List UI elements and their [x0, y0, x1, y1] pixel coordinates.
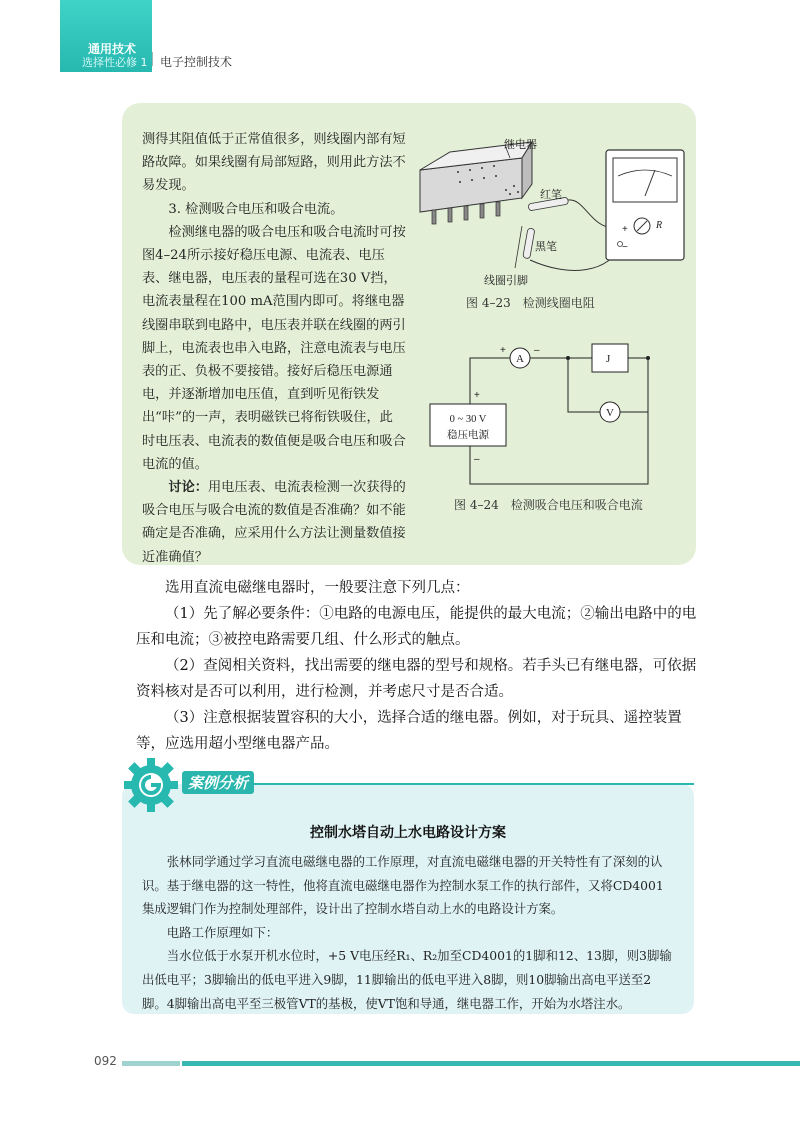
footer-bar-light — [122, 1061, 180, 1066]
figure-4-24-caption: 图 4–24 检测吸合电压和吸合电流 — [454, 498, 643, 512]
case-paragraph: 当水位低于水泵开机水位时，+5 V电压经R₁、R₂加至CD4001的1脚和12、13脚，则3脚输出低电平；3脚输出的低电平进入9脚，11脚输出的低电平进入8脚，则10脚输出高电平送至2脚。4脚输出高电平至三极管VT的基极，使VT饱和导通，继电器工作，开始为水塔注水。 — [142, 948, 672, 1011]
gear-icon — [122, 756, 180, 814]
ammeter-minus: – — [534, 345, 540, 356]
body-item: （1）先了解必要条件：①电路的电源电压，能提供的最大电流；②输出电路中的电压和电流；③被控电路需要几组、什么形式的触点。 — [136, 606, 697, 648]
supply-name: 稳压电源 — [447, 429, 489, 441]
ammeter-label: A — [516, 353, 524, 365]
activity-text — [142, 128, 406, 569]
meter-minus: − — [622, 242, 628, 253]
coil-pin-leader — [515, 226, 522, 268]
case-analysis-label: 案例分析 — [182, 771, 254, 794]
relay-label: J — [606, 353, 611, 365]
case-header-line — [250, 783, 694, 785]
chapter-title: 电子控制技术 — [160, 55, 233, 69]
red-probe — [528, 197, 615, 228]
series-subtitle: 选择性必修 1 — [82, 56, 148, 69]
label-coil-pins: 线圈引脚 — [484, 275, 528, 287]
label-red-probe: 红笔 — [540, 189, 562, 201]
figure-4-23 — [410, 128, 690, 288]
page-number: 092 — [94, 1054, 117, 1068]
panel-heading: 3. 检测吸合电压和吸合电流。 — [168, 201, 344, 217]
case-text — [142, 850, 674, 1015]
header-separator — [152, 52, 153, 66]
body-item: （3）注意根据装置容积的大小，选择合适的继电器。例如，对于玩具、遥控装置等，应选用超小型继电器产品。 — [136, 710, 682, 752]
figure-4-23-caption: 图 4–23 检测线圈电阻 — [466, 296, 595, 310]
multimeter — [606, 150, 684, 260]
main-body — [136, 575, 706, 757]
series-tab — [60, 0, 152, 72]
series-title: 通用技术 — [88, 42, 137, 56]
panel-paragraph: 测得其阻值低于正常值很多，则线圈内部有短路故障。如果线圈有局部短路，则用此方法不易发现。 — [142, 132, 406, 194]
ammeter-plus: + — [500, 345, 506, 356]
supply-minus: – — [474, 454, 480, 465]
figure-4-24 — [422, 338, 662, 488]
case-paragraph: 电路工作原理如下： — [166, 924, 279, 940]
meter-plus: + — [622, 224, 628, 235]
footer-bar — [182, 1061, 800, 1066]
panel-paragraph: 检测继电器的吸合电压和吸合电流时可按图4–24所示接好稳压电源、电流表、电压表、继电器，电压表的量程可选在30 V挡，电流表量程在100 mA范围内即可。将继电器线圈串联到电路中，电压表并联在线圈的两引脚上，电流表也串入电路，注意电流表与电压表的正、负极不要接错。接好后稳压电源通电，并逐渐增加电压值，直到听见衔铁发出“咔”的一声，表明磁铁已将衔铁吸住，此时电压表、电流表的数值便是吸合电压和吸合电流的值。 — [142, 224, 406, 472]
body-item: （2）查阅相关资料，找出需要的继电器的型号和规格。若手头已有继电器，可依据资料核对是否可以利用，进行检测，并考虑尺寸是否合适。 — [136, 658, 697, 700]
voltmeter-label: V — [606, 407, 614, 419]
supply-range: 0 ~ 30 V — [449, 414, 487, 425]
supply-plus: + — [474, 390, 480, 401]
case-title: 控制水塔自动上水电路设计方案 — [310, 825, 506, 841]
meter-r-label: R — [656, 220, 663, 231]
body-intro: 选用直流电磁继电器时，一般要注意下列几点： — [165, 580, 470, 596]
discussion-label: 讨论： — [168, 480, 208, 496]
label-relay: 继电器 — [504, 139, 537, 151]
case-paragraph: 张林同学通过学习直流电磁继电器的工作原理，对直流电磁继电器的开关特性有了深刻的认识。基于继电器的这一特性，他将直流电磁继电器作为控制水泵工作的执行部件，又将CD4001集成逻辑门作为控制处理部件，设计出了控制水塔自动上水的电路设计方案。 — [142, 854, 664, 917]
relay-illustration — [420, 142, 532, 224]
discussion-text: 用电压表、电流表检测一次获得的吸合电压与吸合电流的数值是否准确？如不能确定是否准确，应采用什么方法让测量数值接近准确值？ — [142, 480, 406, 565]
label-black-probe: 黑笔 — [535, 241, 557, 253]
